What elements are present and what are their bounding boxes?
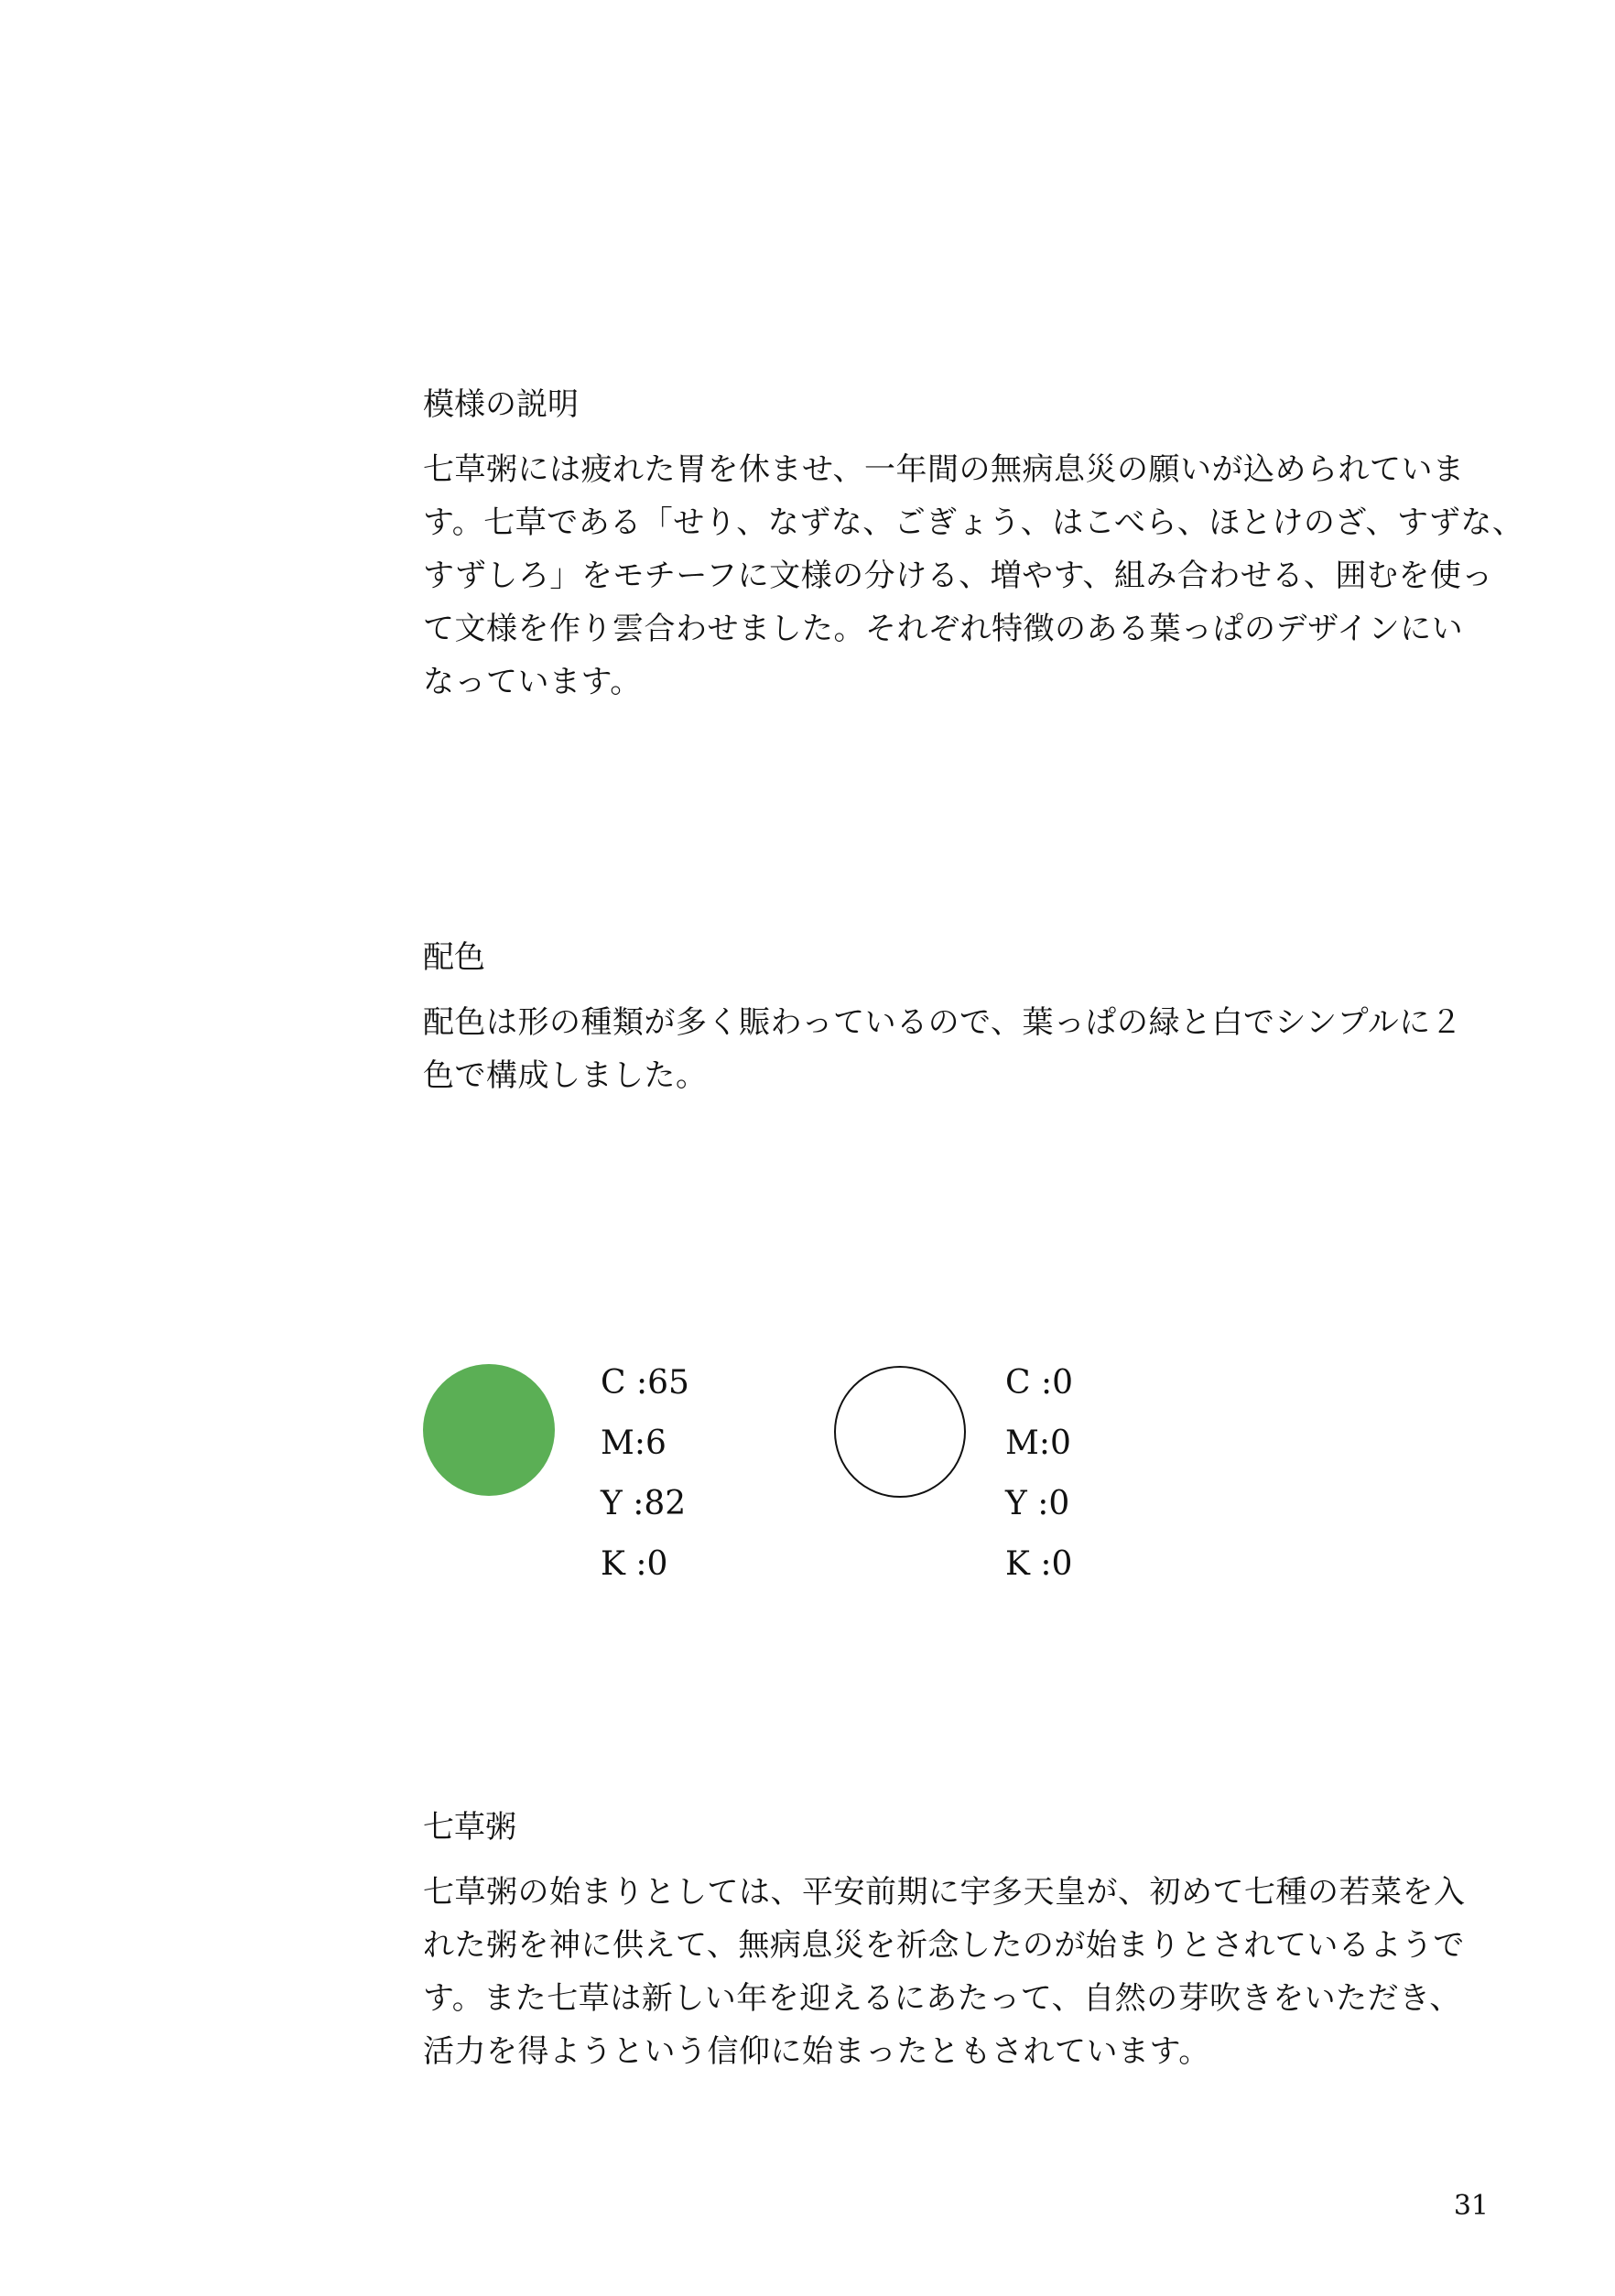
section-body xyxy=(423,996,1494,1102)
page-number: 31 xyxy=(1453,2190,1489,2222)
section-body xyxy=(423,1866,1494,2078)
text-line: 色で構成しました。 xyxy=(423,1057,708,1094)
text-line: れた粥を神に供えて、無病息災を祈念したのが始まりとされているようで xyxy=(423,1927,1465,1964)
section-nanakusa-gayu xyxy=(423,1805,1494,2078)
section-title: 七草粥 xyxy=(423,1809,516,1846)
section-pattern-description xyxy=(423,383,1524,709)
cmyk-k: K :0 xyxy=(601,1545,668,1583)
cmyk-m: M:0 xyxy=(1005,1424,1071,1462)
text-line: 七草粥には疲れた胃を休ませ、一年間の無病息災の願いが込められていま xyxy=(423,451,1465,488)
cmyk-y: Y :0 xyxy=(1005,1485,1070,1522)
cmyk-m: M:6 xyxy=(601,1424,667,1462)
text-line: て文様を作り雲合わせました。それぞれ特徴のある葉っぱのデザインにい xyxy=(423,611,1464,647)
text-line: すずしろ」をモチーフに文様の分ける、増やす、組み合わせる、囲むを使っ xyxy=(423,558,1493,594)
text-line: 配色は形の種類が多く賑わっているので、葉っぱの緑と白でシンプルに２ xyxy=(423,1004,1463,1041)
text-line: 活力を得ようという信仰に始まったともされています。 xyxy=(423,2033,1210,2070)
green-cmyk-values xyxy=(601,1353,689,1595)
cmyk-c: C :65 xyxy=(601,1364,689,1402)
cmyk-y: Y :82 xyxy=(601,1485,687,1522)
section-title: 配色 xyxy=(423,939,485,976)
cmyk-k: K :0 xyxy=(1005,1545,1073,1583)
cmyk-c: C :0 xyxy=(1005,1364,1074,1402)
section-body xyxy=(423,443,1524,709)
section-color-scheme xyxy=(423,936,1494,1102)
text-line: す。また七草は新しい年を迎えるにあたって、自然の芽吹きをいただき、 xyxy=(423,1980,1461,2017)
text-line: 七草粥の始まりとしては、平安前期に宇多天皇が、初めて七種の若菜を入 xyxy=(423,1874,1466,1911)
white-swatch-circle xyxy=(834,1366,966,1498)
text-line: なっています。 xyxy=(423,664,642,700)
text-line: す。七草である「せり、なずな、ごぎょう、はこべら、ほとけのざ、すずな、 xyxy=(423,504,1524,541)
section-title: 模様の説明 xyxy=(423,386,579,423)
white-cmyk-values xyxy=(1005,1353,1073,1595)
green-swatch-circle xyxy=(423,1364,555,1496)
